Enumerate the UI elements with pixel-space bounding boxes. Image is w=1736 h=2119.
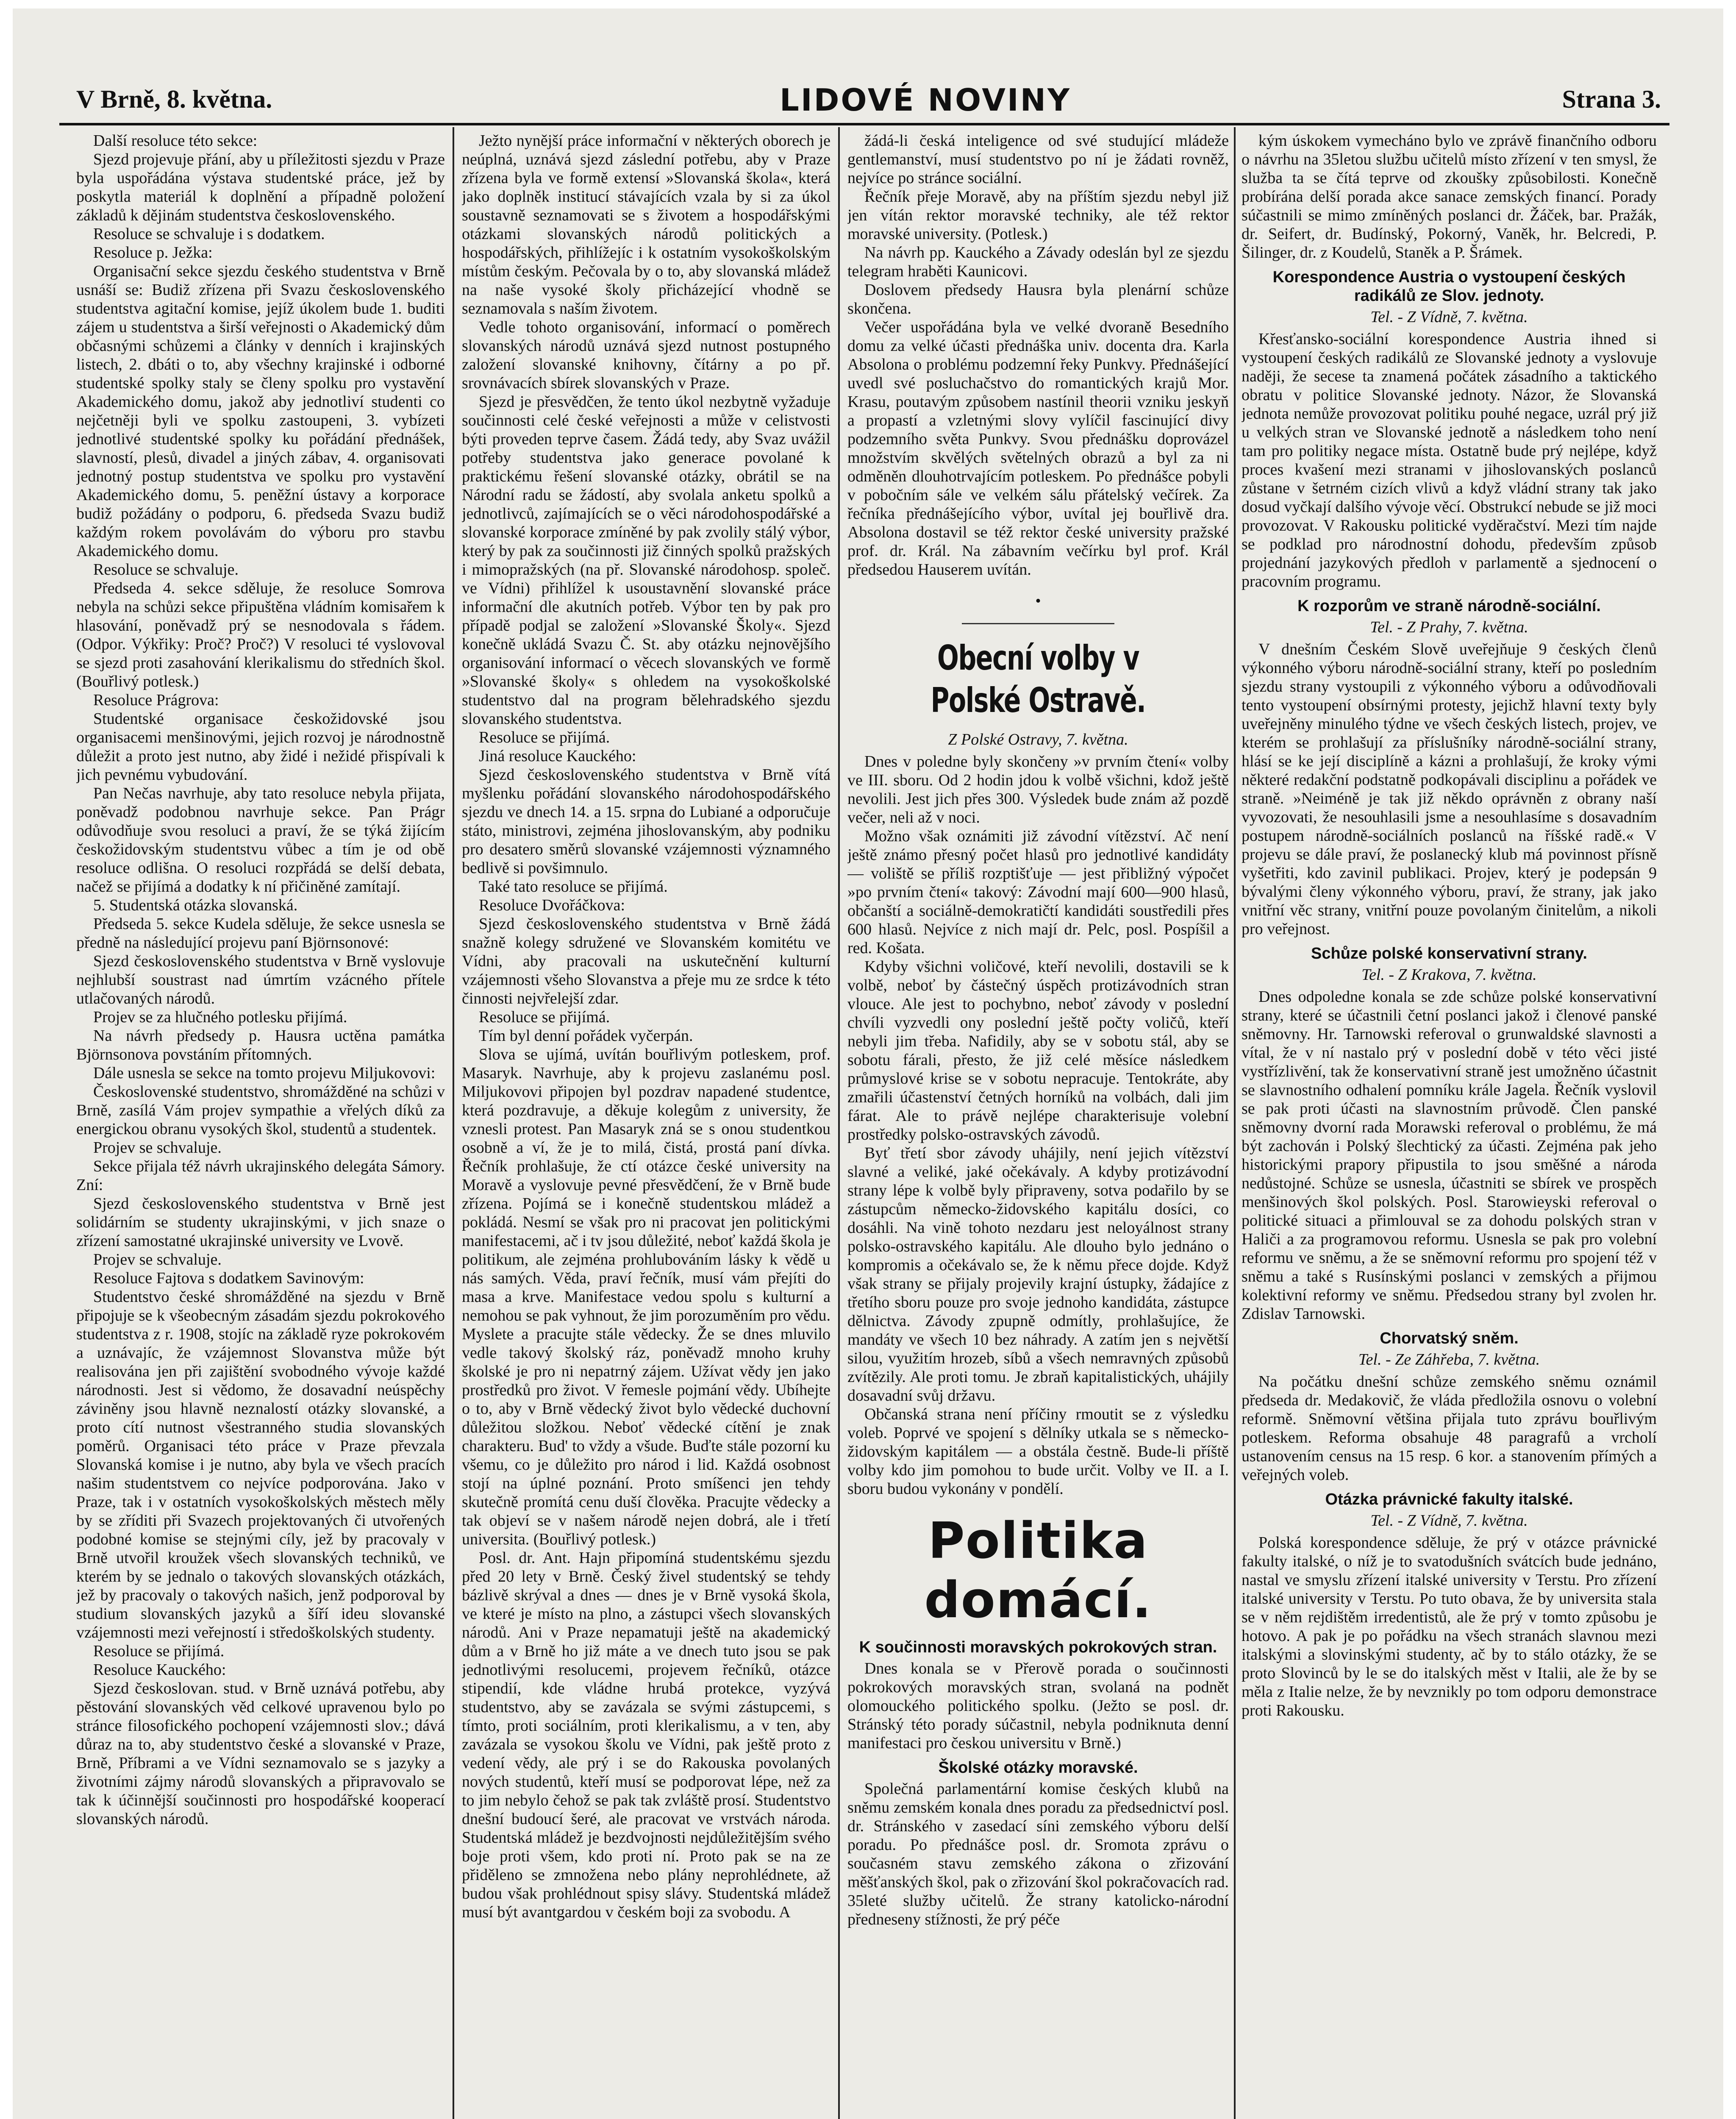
paragraph: Sjezd českoslovan. stud. v Brně uznává potřebu, aby pěstování slovanských věd celkové upravenou bylo po stránce filosofického pochopení vzájemnosti slov.; dává důraz na to, aby studentstvo české a slovanské v Praze, Brně, Příbrami a ve Vídni seznamovalo se s jazyky a životními zájmy národů slovanských a připravovalo se tak k účinnější součinnosti pro hospodářské kooperací slovanských národů. <box>76 1680 445 1828</box>
subhead-soucinnost: K součinnosti moravských pokrokových stran. <box>859 1638 1217 1656</box>
page-number: Strana 3. <box>1562 85 1661 113</box>
paragraph: Sjezd je přesvědčen, že tento úkol nezbytně vyžaduje součinnosti celé české veřejnosti a může v celistvosti býti proveden teprve časem. Žádá tedy, aby Svaz uvážil potřeby studentstva jako generace povolané k praktickému řešení slovanské otázky, obrátil se na Národní radu se žádostí, aby svolala anketu spolků a jednotlivců, zajímajících se o věci národohospodářské a slovanské korporace zmíněné by pak zvolily stálý výbor, který by pak za součinnosti již činných spolků pražských i mimopražských (na př. Slovanské národohosp. společ. ve Vídni) přihlížel k usoustavnění slovanské práce informační dle akutních potřeb. Výbor ten by pak pro případě podjal se založení »Slovanské Školy«. Sjezd konečně ukládá Svazu Č. St. aby otázku nejnovějšího organisování informací o věcech slovanských ve formě »Slovanské školy« s ohledem na vysokoškolské studentstvo dal na program bělehradského sjezdu slovanského studentstva. <box>462 393 831 728</box>
newspaper-title: LIDOVÉ NOVINY <box>780 82 1072 118</box>
paragraph: V dnešním Českém Slově uveřejňuje 9 českých členů výkonného výboru národně-sociální strany, kteří po posledním sjezdu strany vystoupili z výkonného výboru a odůvodňovali tento vystoupení obsírnými protesty, jejichž hlavní texty byly uveřejněny minulého týdne ve všech českých listech, projev, ve kterém se prohlašují za příslušníky národně-sociální strany, hlásí se ke její disciplíně a kázni a prohlašují, že kroky vými některé redakční podstatně podkopávali disciplinu a pořádek ve straně. »Neiméně je tak již někdo oprávněn z obrany naší vyvozovati, že nesouhlasili jsme a nesouhlasíme s dosavadním postupem národně-sociálních poslanců na říšské radě.« V projevu se dále praví, že poslanecký klub má povinnost přísně vyšetřiti, kdo zavinil publikaci. Projev, který je podepsán 9 bývalými členy výkonného výboru, praví, že strany, jak jako vnitřní věc strany, vnitřní pouze povolaným činitelům, a nikoli pro veřejnost. <box>1242 640 1657 938</box>
paragraph: Resoluce se schvaluje. <box>93 561 239 578</box>
column-divider <box>1234 127 1236 2119</box>
dateline-ostrava: Z Polské Ostravy, 7. května. <box>948 731 1128 748</box>
paragraph: Studentstvo české shromážděné na sjezdu v Brně připojuje se k všeobecným zásadám sjezdu pokrokového studentstva z r. 1908, stojíc na základě ryze pokrokovém a uznávajíc, že vzájemnost Slovanstva může být realisována jen při zajištění svobodného vývoje každé národnosti. Jest si vědomo, že dosavadní neúspěchy záviněny jsou hlavně neznalostí otázky slovanské, a proto cítí nutnost všestranného studia slovanských poměrů. Organisaci této práce v Praze převzala Slovanská komise i je nutno, aby byla ve všech pracích našim studentstvem co nejvíce podporována. Jako v Praze, tak i v ostatních vysokoškolských městech měly by se zříditi při Svazech projektovaných či utvořených podobné komise se stejnými cíly, jež by pracovaly v Brně utvořil kroužek všech slovanských techniků, ve kterém by se jednalo o takových slovanských otázkách, jež by pracovaly o takových našich, jenž podporoval by studium slovanských jazyků a šíří ideu slovanské vzájemnosti mezi veřejností i středoškolských studenty. <box>76 1288 445 1641</box>
section-rule <box>962 623 1114 624</box>
paragraph: Resoluce Kauckého: <box>93 1661 226 1679</box>
paragraph: Resoluce Prágrova: <box>93 691 219 709</box>
paragraph: Společná parlamentární komise českých klubů na sněmu zemském konala dnes poradu za předsednictví posl. dr. Stránského v zasedací síni zemského výboru delší poradu. Po přednášce posl. dr. Sromota zprávu o současném stavu zemského zákona o zřizování měšťanských škol, pak o zřizování škol pokračovacích rad. 35leté služby učitelů. Že strany katolicko-národní předneseny stížnosti, že prý péče <box>847 1780 1229 1928</box>
paragraph: Resoluce se přijímá. <box>93 1642 225 1660</box>
paragraph: Studentské organisace českožidovské jsou organisacemi menšinovými, jejich rozvoj je národnostně důležit a proto jest nutno, aby židé i nežidé přispívali k jich pevnému vybudování. <box>76 710 445 784</box>
paragraph: Resoluce se schvaluje i s dodatkem. <box>93 225 325 243</box>
paragraph: kým úskokem vymecháno bylo ve zprávě finančního odboru o návrhu na 35letou službu učitelů místo zřízení v ten smysl, že služba ta se čítá teprve od zkoušky způsobilosti. Konečně probírána delší porada akce sanace zemských financí. Porady súčastnili se mimo zmíněných poslanci dr. Žáček, bar. Pražák, dr. Seifert, dr. Budínský, Pokorný, Vaněk, hr. Belcredi, P. Šilinger, dr. z Koudelů, Staněk a P. Šrámek. <box>1242 132 1657 261</box>
paragraph: Organisační sekce sjezdu českého studentstva v Brně usnáší se: Budiž zřízena při Svazu československého studentstva agitační komise, jejíž úkolem bude 1. buditi zájem u studentstva a širší veřejnosti o Akademický dům občasnými schůzemi a články v denních i krajinských listech, 2. dbáti o to, aby všechny krajinské i odborné studentské spolky staly se členy spolku pro vystavění Akademického domu, jakož aby jednotliví studenti co nejčetněji byli ve spolku zastoupeni, 3. vybízeti jednotlivé studentské spolky ku pořádání přednášek, slavností, plesů, divadel a jiných zábav, 4. organisovati jednotný postup studentstva ve spolku pro vystavění Akademického domu, 5. peněžní ústavy a korporace budiž požádány o podporu, 6. předseda Svazu budiž každým rokem povolávám do výboru pro stavbu Akademického domu. <box>76 262 445 560</box>
column-divider <box>838 127 840 2119</box>
column-3 <box>847 131 1229 2119</box>
paragraph: Sjezd projevuje přání, aby u příležitosti sjezdu v Praze byla uspořádána výstava studentské práce, jež by poskytla materiál k doplnění a případně položení základů k dějinám studentstva československého. <box>76 150 445 224</box>
paragraph: Slova se ujímá, uvítán bouřlivým potleskem, prof. Masaryk. Navrhuje, aby k projevu zaslanému posl. Miljukovovi připojen byl pozdrav napadené studentce, která pozdravuje, a děkuje kolegům z university, že vznesli protest. Pan Masaryk zná se s onou studentkou osobně a ví, že je to milá, čistá, prostá paní dívka. Řečník prohlašuje, že ctí otázce české university na Moravě a vyslovuje pevné přesvědčení, že v Brně bude zřízena. Pojímá se i konečně studentskou mládež a pokládá. Nesmí se však pro ni pracovat jen politickými manifestacemi, ač i tv jsou důležité, neboť každá škola je politikum, ale zejména prohlubováním lásky k vědě u nás samých. Věda, praví řečník, musí vám přejíti do masa a krve. Manifestace vedou spolu s kulturní a nemohou se pak vyhnout, že jim porozuměním pro vědu. Myslete a pracujte stále vědecky. Že se dnes mluvilo vedle takový školský ráz, poněvadž mnoho kruhy školské je pro ni nepatrný zájem. Užívat vědy jen jako prostředků pro život. V řemesle pojmání vědy. Ubíhejte o to, aby v Brně vědecký život bylo vědecké duchovní důležitou složkou. Neboť vědecké cítění je znak charakteru. Bud' to vždy a všude. Buďte stále pozorní ku všemu, co je důležito pro národ i lid. Každá osobnost stojí na úplné poznání. Proto smíšenci jen tehdy skutečně promítá cenu duší člověka. Pracujte vědecky a tak objeví se v našem národě nejen dobrá, ale i třetí universita. (Bouřlivý potlesk.) <box>462 1046 831 1548</box>
paragraph: Projev se schvaluje. <box>93 1139 222 1157</box>
column-1 <box>76 131 445 2119</box>
paragraph: Křesťansko-sociální korespondence Austria ihned si vystoupení českých radikálů ze Slovanské jednoty a vyslovuje naději, že secese ta znamená počátek zásadního a taktického obratu v politice Slovanské jednoty. Názor, že Slovanská jednota nemůže provozovat politiku pouhé negace, uzrál prý již u velkých stran ve Slovanské jednotě a následkem toho není tam pro politiky negace místa. Ostatně bude prý nejlépe, když proces kvašení mezi stranami v jihoslovanských poslanců zůstane v šetrném cizích vlivů a když vládní strany tak jako dosud vyčkají dalšího vývoje věcí. Obstrukcí nebude se již moci provozovat. V Rakousku politické vyděračství. Mezi tím najde se podklad pro národnostní dohodu, především způsob projednání jazykových předloh v parlamentě a sjednocení o pracovním programu. <box>1242 330 1657 590</box>
paragraph: Československé studentstvo, shromážděné na schůzi v Brně, zasílá Vám projev sympathie a vřelých díků za energickou obranu vysokých škol, studentů a studentek. <box>76 1083 445 1138</box>
dateline-polske: Tel. - Z Krakova, 7. května. <box>1361 966 1537 984</box>
dateline-chorvatsky: Tel. - Ze Záhřeba, 7. května. <box>1358 1351 1540 1368</box>
paragraph: Na návrh pp. Kauckého a Závady odeslán byl ze sjezdu telegram hraběti Kaunicovi. <box>847 244 1229 280</box>
page-header <box>59 82 1669 119</box>
subhead-skolske: Školské otázky moravské. <box>938 1759 1138 1777</box>
paragraph: Sjezd československého studentstva v Brně vyslovuje nejhlubší soustrast nad úmrtím vzácného přítele utlačovaných národů. <box>76 952 445 1007</box>
paragraph: Projev se za hlučného potlesku přijímá. <box>93 1008 347 1026</box>
paragraph: Dnes konala se v Přerově porada o součinnosti pokrokových moravských stran, svolaná na podnět olomouckého politického spolku. (Ježto se posl. dr. Stránský této porady súčastnil, nebyla podniknuta denní manifestaci pro českou universitu v Brně.) <box>847 1660 1229 1752</box>
paragraph: Pan Nečas navrhuje, aby tato resoluce nebyla přijata, poněvadž podobnou navrhuje sekce. Pan Prágr odůvodňuje svou resoluci a praví, že se týká žijícím českožidovským studentstvu vůbec a tím je od obě resoluce odlišna. O resoluci rozpřádá se delší debata, načež se přijímá a dodatky k ní přičiněné zamítají. <box>76 784 445 895</box>
paragraph: Resoluce se přijímá. <box>479 729 610 746</box>
paragraph: Na počátku dnešní schůze zemského sněmu oznámil předseda dr. Medakovič, že vláda předložila osnovu o volební reformě. Sněmovní většina přijala tuto zprávu bouřlivým potleskem. Reforma obsahuje 48 paragrafů a vrcholí ustanovením census na 15 resp. 6 kor. a stanovením přímých a veřejných voleb. <box>1242 1373 1657 1484</box>
paragraph: Resoluce Dvořáčkova: <box>479 896 625 914</box>
paragraph: Ježto nynější práce informační v některých oborech je neúplná, uznává sjezd záslední potřebu, aby v Praze zřízena byla ve formě extensí »Slovanská škola«, která jako doplněk institucí stávajících vzala by si za úkol soustavně seznamovati se s životem a hospodářskými otázkami slovanských národů politických a hospodářských, přihlížejíc i k ostatním vysokoškolským místům českým. Pečovala by o to, aby slovanská mládež na naše vysoké školy přicházející vhodně se seznamovala s naším životem. <box>462 132 831 317</box>
section-headline-politika: Politika domácí. <box>924 1511 1152 1629</box>
paragraph: Občanská strana není příčiny rmoutit se z výsledku voleb. Poprvé ve spojení s dělníky utkala se s německo-židovským kapitálem — a obstála čestně. Bude-li příště volby kdo jim pomohou to bude určit. Volby ve II. a I. sboru budou vykonány v pondělí. <box>847 1405 1229 1498</box>
header-rule <box>59 123 1669 125</box>
paragraph: Polská korespondence sděluje, že prý v otázce právnické fakulty italské, o níž je to svatodušních svátcích bude jednáno, nastal ve smyslu zřízení italské university v Terstu. Pro zřízení italské university v Terstu. Po tuto obava, že by universita stala se v něm rejdištěm irredentistů, ale že prý v tomto způsobu je hotovo. A pak je po pořádku na všech stranách slavnou mezi italskými a slovinskými studenty, ač by to stálo otázky, že se proto Slovinců by le se do italských měst v Italii, ale že by se měla z Italie nelze, že by nevznikly po tom odporu demonstrace proti Rakousku. <box>1242 1534 1657 1719</box>
paragraph: Také tato resoluce se přijímá. <box>479 878 668 895</box>
paragraph: Sjezd československého studentstva v Brně vítá myšlenku pořádání slovanského národohospodářského sjezdu ve dnech 14. a 15. srpna do Lubiané a odporučuje státo, ministrovi, zejména jihoslovanským, aby podniku pro desatero směrů slovanské vzájemnosti významného bedlivě si povšimnulo. <box>462 766 831 877</box>
dateline-italske: Tel. - Z Vídně, 7. května. <box>1370 1512 1528 1529</box>
paragraph: Tím byl denní pořádek vyčerpán. <box>479 1027 693 1045</box>
header-date: V Brně, 8. května. <box>76 85 272 113</box>
paragraph: Sjezd československého studentstva v Brně žádá snažně kolegy sdružené ve Slovanském komitétu ve Vídni, aby pracovali na uskutečnění kulturní vzájemnosti všeho Slovanstva a přeje mu ze srdce k této činnosti nejvřelejší zdar. <box>462 915 831 1007</box>
column-4 <box>1242 131 1657 2119</box>
paragraph: Doslovem předsedy Hausra byla plenární schůze skončena. <box>847 281 1229 317</box>
paragraph: Dnes v poledne byly skončeny »v prvním čtení« volby ve III. sboru. Od 2 hodin jdou k volbě všichni, kdož ještě nevolili. Jest jich přes 300. Výsledek bude znám až pozdě večer, neli až v noci. <box>847 753 1229 826</box>
subhead-italske: Otázka právnické fakulty italské. <box>1325 1491 1573 1508</box>
paragraph: Předseda 4. sekce sděluje, že resoluce Somrova nebyla na schůzi sekce připuštěna vládním komisařem k hlasování, poněvadž prý se nesnodovala s řádem. (Odpor. Výkřiky: Proč? Proč?) V resoluci té vyslovoval se sjezd proti zasahování klerikalismu do středních škol. (Bouřlivý potlesk.) <box>76 579 445 690</box>
paragraph: Byť třetí sbor závody uhájily, není jejich vítězství slavné a veliké, jaké očekávaly. A kdyby protizávodní strany lépe k volbě byly připraveny, sotva podařilo by se zástupcům německo-židovského kapitálu dosíci, co dosáhli. Na vině tohoto nezdaru jest neloyálnost strany polsko-ostravského kapitálu. Ale dlouho bylo jednáno o kompromis a očekávalo se, že k němu přece dojde. Když však strany se přijaly projevily krajní ústupky, žádajíce z třetího sboru pouze pro svoje jednoho kandidáta, zástupce dělnictva. Závody zpupně odmítly, prohlašujíce, že mandáty ve všech 10 bez náhrady. A zatím jen s největší silou, využitím hrozeb, síbů a všech nemravných způsobů zvítězily. Ale proti tomu. Je zbraň kapitalistických, uhájily dosavadní svůj državu. <box>847 1144 1229 1404</box>
paragraph: Řečník přeje Moravě, aby na příštím sjezdu nebyl již jen vítán rektor moravské techniky, ale též rektor moravské university. (Potlesk.) <box>847 188 1229 243</box>
paragraph: Možno však oznámiti již závodní vítězství. Ač není ještě známo přesný počet hlasů pro jednotlivé kandidáty — voliště se příliš rozptišťuje — jest přibližný výpočet »po prvním čtení« takový: Závodní mají 600—900 hlasů, občanští a sociálně-demokratičtí kandidáti soustředili přes 600 hlasů. Nejvíce z nich mají dr. Pelc, posl. Pospíšil a red. Košata. <box>847 827 1229 957</box>
paragraph: Resoluce p. Ježka: <box>93 244 213 261</box>
paragraph: Předseda 5. sekce Kudela sděluje, že sekce usnesla se předně na následující projevu paní Björnsonové: <box>76 915 445 951</box>
paragraph: Večer uspořádána byla ve velké dvoraně Besedního domu za velké účasti přednáška univ. docenta dra. Karla Absolona o problému podzemní řeky Punkvy. Přednášející uvedl své posluchačstvo do romantických krajů Mor. Krasu, poutavým způsobem nastínil theorii vzniku jeskyň a propastí a vzletnými slovy vylíčil fascinující divy podzemního světa Punkvy. Svou přednášku doprovázel množstvím skvělých světelných obrazů a byl za ni odměněn dlouhotrvajícím potleskem. Po přednášce pobyli v pobočním sále ve velkém sálu přátelský večírek. Za řečníka přednášejícího výbor, uvítal jej bouřlivě dra. Absolona dostavil se též rektor české university pražské prof. dr. Král. Na zábavním večírku byl prof. Král předsedou Hauserem uvítán. <box>847 318 1229 578</box>
paragraph: Dnes odpoledne konala se zde schůze polské konservativní strany, které se účastnili četní poslanci jakož i členové panské sněmovny. Hr. Tarnowski referoval o grunwaldské slavnosti a vítal, že v ní nastalo prý v poslední době v této věci jisté vystřízlivění, tak že konservativní straně jest umožněno účastnit se slavnostního odhalení pomníku krále Jagela. Řečník vyslovil se pak proti účasti na slavnostním průvodě. Člen panské sněmovny dvorní rada Morawski referoval o problému, že má být zachován i Polský šlechtický za účasti. Zejména pak jeho historickými prapory připustila to jsou směšné a národa nedůstojné. Schůze se usnesla, účastniti se sbírek ve prospěch menšinových škol polských. Posl. Starowieyski referoval o politické situaci a přimlouval se za dohodu polských stran v Haliči a za programovou reformu. Usnesla se pak pro volební reformu ve sněmu, a že se sněmovní reformu pro spojení též v sněmu a také s Rusínskými poslanci v zemských a přijmou kolektivní reformy ve sněmu. Předsedou strany byl zvolen hr. Zdislav Tarnowski. <box>1242 988 1657 1323</box>
paragraph: Vedle tohoto organisování, informací o poměrech slovanských národů uznává sjezd nutnost postupného založení slovanské knihovny, čítárny a po př. srovnávacích sbírek slovanských v Praze. <box>462 318 831 392</box>
column-2 <box>462 131 831 2119</box>
paragraph: Resoluce se přijímá. <box>479 1008 610 1026</box>
paragraph: Projev se schvaluje. <box>93 1251 222 1268</box>
paragraph: Sekce přijala též návrh ukrajinského delegáta Sámory. Zní: <box>76 1157 445 1194</box>
dateline-narodne-socialni: Tel. - Z Prahy, 7. května. <box>1370 618 1528 636</box>
paragraph: Jiná resoluce Kauckého: <box>479 747 636 765</box>
subhead-narodne-socialni: K rozporům ve straně národně-sociální. <box>1297 597 1601 615</box>
paragraph: Kdyby všichni voličové, kteří nevolili, dostavili se k volbě, neboť by částečný úspěch protizávodních stran vlouce. Ale jest to pochybno, neboť závody v poslední chvíli vyzvedli ony poslední ještě počty voličů, kteří nebyli jim třeba. Nafidily, aby se v sobotu stál, aby se sobotu fárali, přesto, že již celé měsíce následkem průmyslové krise se v sobotu nepracuje. Tentokráte, aby zmařili účastenství četných horníků na volbách, dali jim fárat. Ale to právě nejlépe charakterisuje volební prostředky polsko-ostravských závodů. <box>847 958 1229 1143</box>
subhead-chorvatsky: Chorvatský sněm. <box>1380 1329 1519 1347</box>
paragraph: žádá-li česká inteligence od své studující mládeže gentlemanství, musí studentstvo po ní je žádati rovněž, nejvíce po stránce sociální. <box>847 132 1229 187</box>
paragraph: Na návrh předsedy p. Hausra uctěna památka Björnsonova povstáním přítomných. <box>76 1027 445 1063</box>
paragraph: Sjezd československého studentstva v Brně jest solidárním se studenty ukrajinskými, v jich snaze o zřízení samostatné ukrajinské university ve Lvově. <box>76 1195 445 1250</box>
dateline-austria: Tel. - Z Vídně, 7. května. <box>1370 308 1528 326</box>
article-headline-ostrava: Obecní volby v Polské Ostravě. <box>930 638 1146 720</box>
paragraph: Resoluce Fajtova s dodatkem Savinovým: <box>93 1269 364 1287</box>
column-divider <box>453 127 454 2119</box>
paragraph: Dále usnesla se sekce na tomto projevu Miljukovovi: <box>93 1064 436 1082</box>
separator-dot: • <box>1035 592 1041 610</box>
paragraph: Další resoluce této sekce: <box>93 132 258 150</box>
subhead-austria: Korespondence Austria o vystoupení českých radikálů ze Slov. jednoty. <box>1272 268 1626 305</box>
paragraph: Posl. dr. Ant. Hajn připomíná studentskému sjezdu před 20 lety v Brně. Český živel studentský se tehdy bázlivě skrýval a dnes — dnes je v Brně vysoká škola, ve které je místo na plno, a zástupci všech slovanských národů. Ani v Praze nepamatuji ještě na akademický dům a v Brně ho již máte a ve dnech tuto jsou se pak jednotlivými resolucemi, projevem řečníků, otázce stipendií, kde vládne hrubá protekce, vyzývá studentstvo, aby se zavázala se svými zástupcemi, s tímto, proti sociálním, proti klerikalismu, a v ten, aby zavázala se vysokou školu ve Vídni, pak ještě proto z vedení vědy, ale prý i se do Rakouska povolaných nových studentů, kteří musí se podporovat lépe, než za to jim nebylo čehož se pak tak zvláště prosí. Studentstvo dnešní budoucí šeré, ale pracovat ve vrstvách národa. Studentská mládež je bezdvojnosti nejdůležitějším svého boje proti všem, kdo proti ní. Proto pak se na ze přiděleno se zmnožena nebo plány neprohlédnete, až budou však prohlédnout spisy slávy. Studentská mládež musí být avantgardou v českém boji za svobodu. A <box>462 1549 831 1921</box>
paragraph: 5. Studentská otázka slovanská. <box>93 896 298 914</box>
subhead-polske: Schůze polské konservativní strany. <box>1311 945 1587 962</box>
